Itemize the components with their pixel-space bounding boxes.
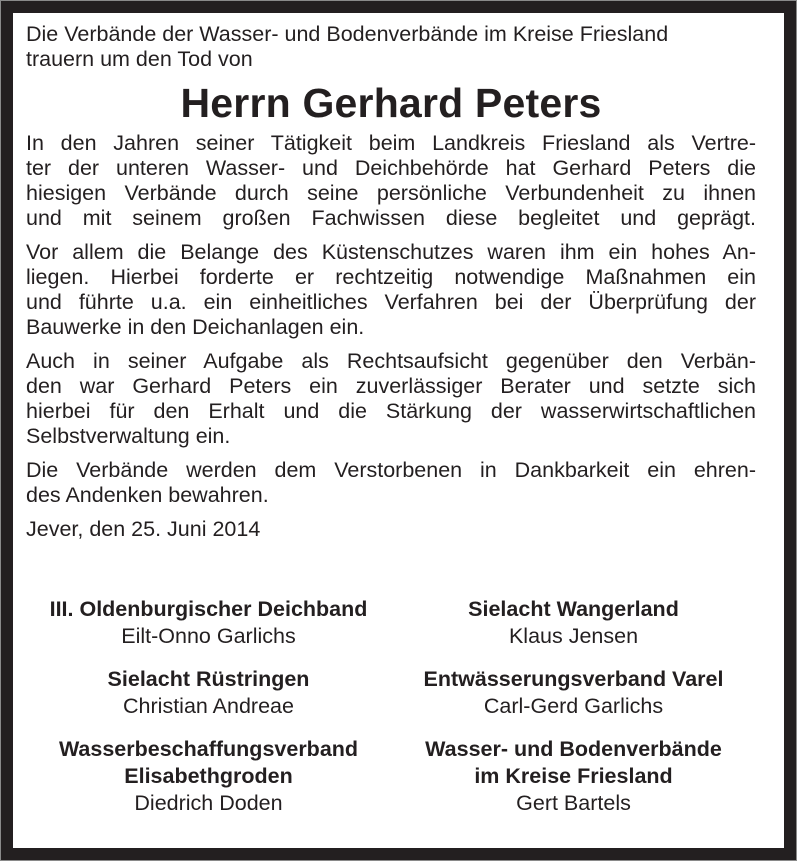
signatory xyxy=(391,666,756,720)
signatory xyxy=(26,736,391,817)
text-line: hiesigen Verbände durch seine persönliche Verbundenheit zu ihnen xyxy=(26,181,756,205)
signatory-person: Carl-Gerd Garlichs xyxy=(483,694,664,718)
text-line: Auch in seiner Aufgabe als Rechtsaufsicht gegenüber den Verbän- xyxy=(26,349,756,373)
signatory-organization: Entwässerungsverband Varel xyxy=(423,667,724,691)
signatory-organization: Wasser- und Bodenverbände xyxy=(425,737,722,761)
signatory xyxy=(391,596,756,650)
signatory-person: Eilt-Onno Garlichs xyxy=(121,624,296,648)
text-line: Die Verbände werden dem Verstorbenen in Dankbarkeit ein ehren- xyxy=(26,458,756,482)
paragraph-remembrance xyxy=(26,458,756,508)
signatory-person: Diedrich Doden xyxy=(134,791,283,815)
intro-line: Die Verbände der Wasser- und Bodenverbände im Kreise Friesland xyxy=(26,22,669,46)
intro-line: trauern um den Tod von xyxy=(26,47,253,71)
signatory-person: Gert Bartels xyxy=(516,791,631,815)
text-line: Vor allem die Belange des Küstenschutzes waren ihm ein hohes An- xyxy=(26,240,756,264)
obituary-notice xyxy=(26,22,756,815)
intro xyxy=(26,22,756,72)
signatory-person: Christian Andreae xyxy=(123,694,294,718)
text-line: hierbei für den Erhalt und die Stärkung der wasserwirtschaftlichen xyxy=(26,399,756,423)
signatory xyxy=(391,736,756,817)
signatory-organization: Elisabethgroden xyxy=(124,764,293,788)
signatory xyxy=(26,666,391,720)
signatory-organization: im Kreise Friesland xyxy=(474,764,673,788)
text-line: des Andenken bewahren. xyxy=(26,483,269,507)
signatory xyxy=(26,596,391,650)
text-line: In den Jahren seiner Tätigkeit beim Landkreis Friesland als Vertre- xyxy=(26,131,756,155)
signatory-organization: Sielacht Wangerland xyxy=(468,597,679,621)
text-line: ter der unteren Wasser- und Deichbehörde hat Gerhard Peters die xyxy=(26,156,756,180)
text-line: und führte u.a. ein einheitliches Verfahren bei der Überprüfung der xyxy=(26,290,756,314)
text-line: und mit seinem großen Fachwissen diese begleitet und geprägt. xyxy=(26,206,756,230)
paragraph-tenure xyxy=(26,131,756,231)
text-line: Selbstverwaltung ein. xyxy=(26,424,231,448)
deceased-name-title: Herrn Gerhard Peters xyxy=(180,80,602,126)
paragraph-coastal-protection xyxy=(26,240,756,340)
paragraph-legal-supervision xyxy=(26,349,756,449)
signatory-organization: III. Oldenburgischer Deichband xyxy=(49,597,368,621)
text-line: den war Gerhard Peters ein zuverlässiger Berater und setzte sich xyxy=(26,374,756,398)
text-line: Bauwerke in den Deichanlagen ein. xyxy=(26,315,365,339)
signatory-organization: Sielacht Rüstringen xyxy=(107,667,310,691)
signatory-person: Klaus Jensen xyxy=(508,624,639,648)
signatory-organization: Wasserbeschaffungsverband xyxy=(58,737,359,761)
place-date: Jever, den 25. Juni 2014 xyxy=(26,517,261,541)
text-line: liegen. Hierbei forderte er rechtzeitig notwendige Maßnahmen ein xyxy=(26,265,756,289)
